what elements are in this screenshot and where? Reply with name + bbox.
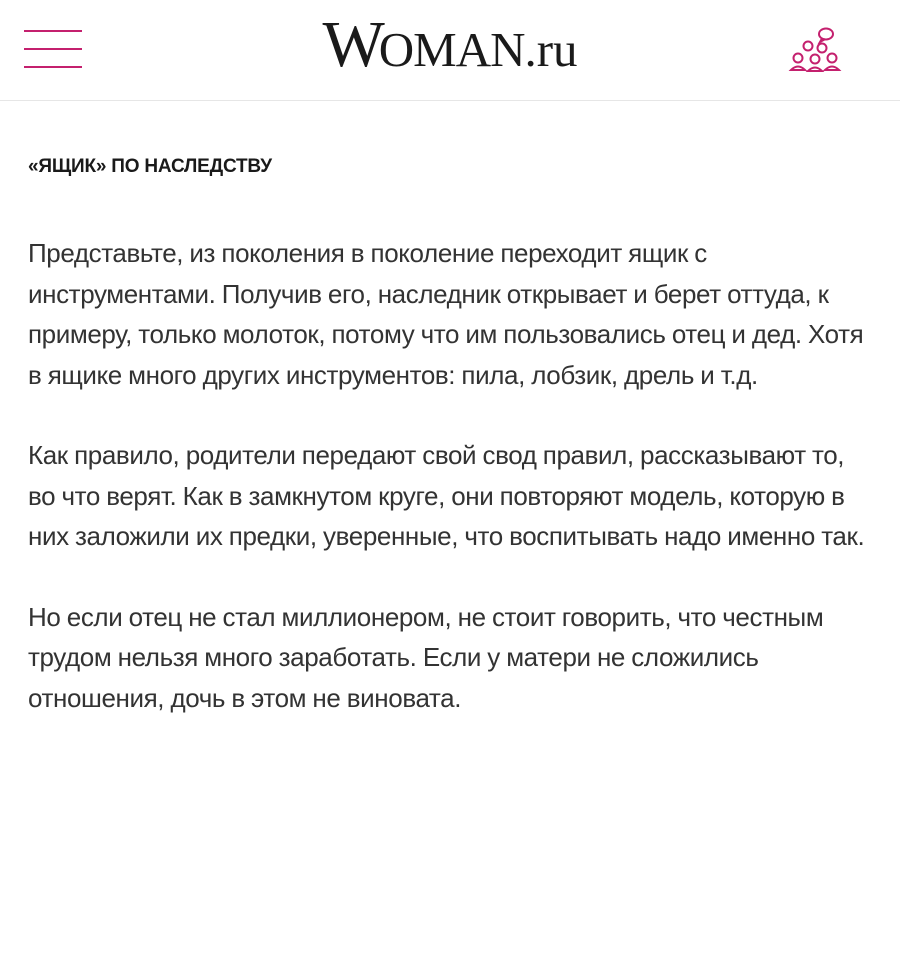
article-paragraph: Как правило, родители передают свой свод правил, рассказывают то, во что верят. Как в замкнутом круге, они повторяют модель, которую в них заложили их предки, уверенные, что воспитывать надо именно так.: [28, 440, 865, 551]
community-button[interactable]: [788, 24, 844, 74]
site-logo[interactable]: [0, 10, 900, 80]
logo-first-letter: W: [322, 8, 379, 81]
people-group-icon: [788, 24, 844, 74]
article-paragraph: Но если отец не стал миллионером, не стоит говорить, что честным трудом нельзя много заработать. Если у матери не сложились отношения, дочь в этом не виновата.: [28, 601, 824, 713]
article-content: [0, 157, 900, 718]
logo-domain: .ru: [524, 22, 578, 77]
article-paragraph: Представьте, из поколения в поколение переходит ящик с инструментами. Получив его, наследник открывает и берет оттуда, к примеру, только молоток, потому что им пользовались отец и дед. Хотя в ящике много других инструментов: пила, лобзик, дрель и т.д.: [28, 238, 864, 390]
logo-name: OMAN: [378, 22, 525, 77]
site-header: [0, 0, 900, 101]
section-heading: «ЯЩИК» ПО НАСЛЕДСТВУ: [28, 156, 272, 177]
